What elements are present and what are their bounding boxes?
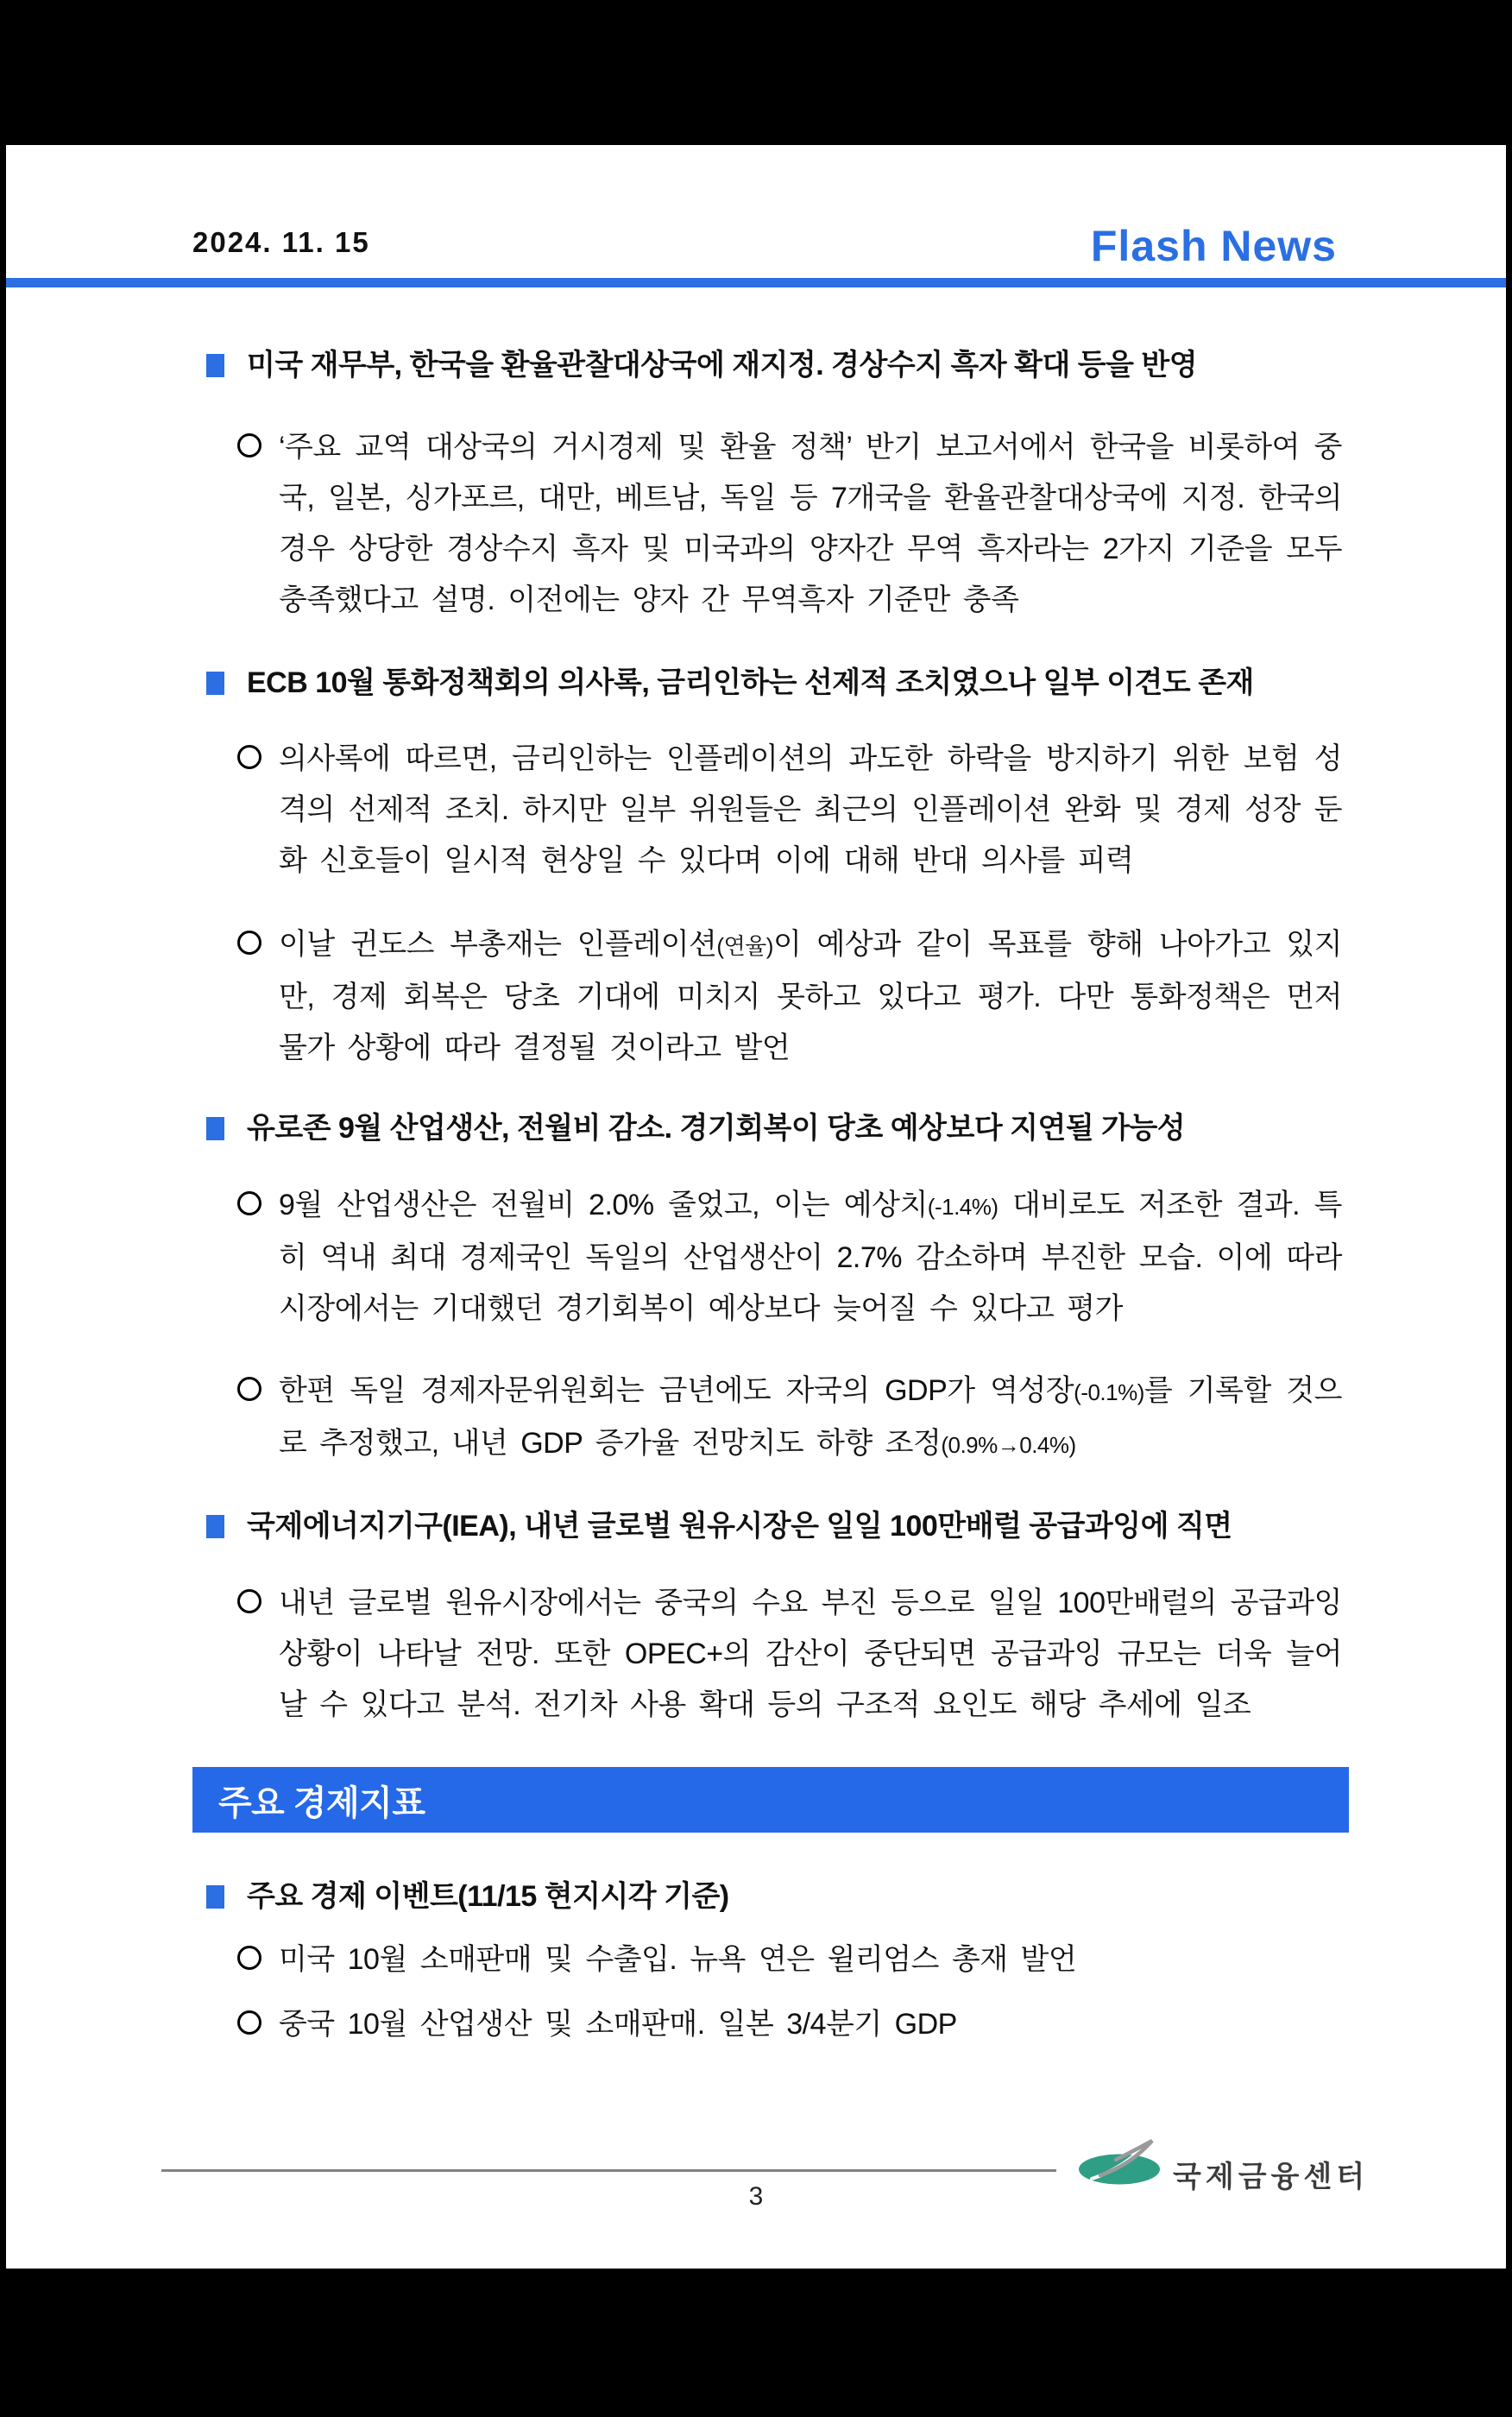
- footer-divider: [161, 2169, 1056, 2172]
- square-bullet-icon: [206, 1515, 224, 1538]
- header-divider: [6, 278, 1506, 287]
- square-bullet-icon: [206, 1117, 224, 1140]
- list-item: [192, 734, 1342, 887]
- news-section-iea: [192, 1505, 1342, 1731]
- bullet-text: 한편 독일 경제자문위원회는 금년에도 자국의 GDP가 역성장(-0.1%)를 기록할 것으로 추정했고, 내년 GDP 증가율 전망치도 하향 조정(0.9%→0.4%): [279, 1374, 1342, 1460]
- section-heading: 주요 경제 이벤트(11/15 현지시각 기준): [247, 1880, 729, 1913]
- section-heading-row: [192, 1108, 1342, 1149]
- page-number: 3: [748, 2182, 764, 2211]
- bullet-text: 의사록에 따르면, 금리인하는 인플레이션의 과도한 하락을 방지하기 위한 보험 성격의 선제적 조치. 하지만 일부 위원들은 최근의 인플레이션 완화 및 경제 성장 둔화 신호들이 일시적 현상일 수 있다며 이에 대해 반대 의사를 피력: [279, 742, 1342, 877]
- page-header: [6, 145, 1506, 271]
- square-bullet-icon: [206, 1885, 224, 1909]
- section-heading-row: [192, 662, 1342, 704]
- report-date: 2024. 11. 15: [192, 226, 370, 258]
- document-page: [6, 145, 1506, 2269]
- section-heading: 미국 재무부, 한국을 환율관찰대상국에 재지정. 경상수지 흑자 확대 등을 반영: [247, 349, 1198, 382]
- news-section-eurozone: [192, 1108, 1342, 1471]
- circle-bullet-icon: [237, 1589, 261, 1613]
- news-section-treasury: [192, 344, 1342, 626]
- bullet-text: 이날 귄도스 부총재는 인플레이션(연율)이 예상과 같이 목표를 향해 나아가고 있지만, 경제 회복은 당초 기대에 미치지 못하고 있다고 평가. 다만 통화정책은 먼저 물가 상황에 따라 결정될 것이라고 발언: [279, 928, 1342, 1064]
- section-heading-row: [192, 1876, 1342, 1917]
- document-body: [6, 344, 1506, 2050]
- logo-text: 국제금융센터: [1173, 2161, 1370, 2193]
- brand-title: Flash News: [1090, 222, 1337, 270]
- section-heading-row: [192, 344, 1342, 386]
- circle-bullet-icon: [237, 1377, 261, 1401]
- section-heading: 유로존 9월 산업생산, 전월비 감소. 경기회복이 당초 예상보다 지연될 가능성: [247, 1112, 1186, 1145]
- banner-title: 주요 경제지표: [218, 1783, 425, 1822]
- list-item: [192, 1180, 1342, 1335]
- list-item: [192, 1934, 1342, 1985]
- section-heading: ECB 10월 통화정책회의 의사록, 금리인하는 선제적 조치였으나 일부 이견도 존재: [247, 666, 1254, 699]
- circle-bullet-icon: [237, 745, 261, 769]
- bullet-text: 미국 10월 소매판매 및 수출입. 뉴욕 연은 윌리엄스 총재 발언: [279, 1943, 1077, 1976]
- list-item: [192, 1366, 1342, 1471]
- bullet-text: ‘주요 교역 대상국의 거시경제 및 환율 정책’ 반기 보고서에서 한국을 비롯하여 중국, 일본, 싱가포르, 대만, 베트남, 독일 등 7개국을 환율관찰대상국에 지정. 한국의 경우 상당한 경상수지 흑자 및 미국과의 양자간 무역 흑자라는 2가지 기준을 모두 충족했다고 설명. 이전에는 양자 간 무역흑자 기준만 충족: [279, 431, 1342, 616]
- news-section-ecb: [192, 662, 1342, 1074]
- circle-bullet-icon: [237, 433, 261, 458]
- section-heading: 국제에너지기구(IEA), 내년 글로벌 원유시장은 일일 100만배럴 공급과잉에 직면: [247, 1510, 1232, 1543]
- circle-bullet-icon: [237, 931, 261, 955]
- square-bullet-icon: [206, 354, 224, 377]
- list-item: [192, 422, 1342, 626]
- list-item: [192, 1999, 1342, 2050]
- bullet-text: 중국 10월 산업생산 및 소매판매. 일본 3/4분기 GDP: [279, 2008, 957, 2041]
- bullet-text: 9월 산업생산은 전월비 2.0% 줄었고, 이는 예상치(-1.4%) 대비로도 저조한 결과. 특히 역내 최대 경제국인 독일의 산업생산이 2.7% 감소하며 부진한 모습. 이에 따라 시장에서는 기대했던 경기회복이 예상보다 늦어질 수 있다고 평가: [279, 1189, 1342, 1325]
- news-section-events: [192, 1876, 1342, 2050]
- circle-bullet-icon: [237, 1946, 261, 1970]
- circle-bullet-icon: [237, 2010, 261, 2035]
- circle-bullet-icon: [237, 1191, 261, 1215]
- bullet-text: 내년 글로벌 원유시장에서는 중국의 수요 부진 등으로 일일 100만배럴의 공급과잉 상황이 나타날 전망. 또한 OPEC+의 감산이 중단되면 공급과잉 규모는 더욱 늘어날 수 있다고 분석. 전기차 사용 확대 등의 구조적 요인도 해당 추세에 일조: [279, 1587, 1343, 1721]
- list-item: [192, 919, 1342, 1074]
- section-banner: [192, 1767, 1349, 1833]
- list-item: [192, 1578, 1342, 1731]
- square-bullet-icon: [206, 672, 224, 695]
- section-heading-row: [192, 1505, 1342, 1547]
